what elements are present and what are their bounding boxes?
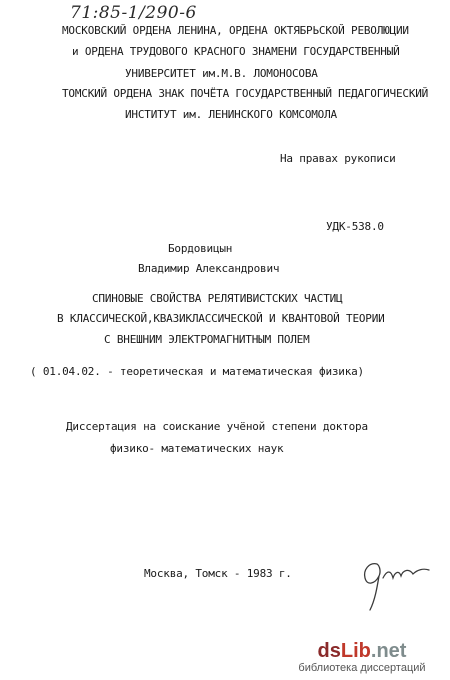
header-line-5: ИНСТИТУТ им. ЛЕНИНСКОГО КОМСОМОЛА <box>125 108 337 121</box>
header-line-3: УНИВЕРСИТЕТ им.М.В. ЛОМОНОСОВА <box>125 67 318 80</box>
author-name: Владимир Александрович <box>138 262 280 275</box>
specialty: ( 01.04.02. - теоретическая и математическая физика) <box>30 365 364 378</box>
header-line-4: ТОМСКИЙ ОРДЕНА ЗНАК ПОЧЁТА ГОСУДАРСТВЕННЫЙ ПЕДАГОГИЧЕСКИЙ <box>62 87 429 100</box>
title-line-1: СПИНОВЫЕ СВОЙСТВА РЕЛЯТИВИСТСКИХ ЧАСТИЦ <box>92 292 343 305</box>
header-line-2: и ОРДЕНА ТРУДОВОГО КРАСНОГО ЗНАМЕНИ ГОСУДАРСТВЕННЫЙ <box>72 45 400 58</box>
udc-code: УДК-538.0 <box>326 220 384 233</box>
dslib-logo-lib: Lib <box>340 640 371 662</box>
dslib-logo <box>282 640 442 662</box>
degree-line-1: Диссертация на соискание учёной степени доктора <box>66 420 368 433</box>
dslib-watermark <box>282 640 442 674</box>
author-surname: Бордовицын <box>168 242 233 255</box>
dslib-logo-ds: ds <box>317 640 341 662</box>
degree-line-2: физико- математических наук <box>110 442 284 455</box>
archive-code-handwritten: 71:85-1/290-6 <box>70 3 197 23</box>
title-line-2: В КЛАССИЧЕСКОЙ,КВАЗИКЛАССИЧЕСКОЙ И КВАНТОВОЙ ТЕОРИИ <box>57 312 385 325</box>
manuscript-rights: На правах рукописи <box>280 152 396 165</box>
dslib-subtitle: библиотека диссертаций <box>298 662 426 674</box>
handwritten-signature <box>355 548 435 618</box>
header-line-1: МОСКОВСКИЙ ОРДЕНА ЛЕНИНА, ОРДЕНА ОКТЯБРЬСКОЙ РЕВОЛЮЦИИ <box>62 24 409 37</box>
dslib-logo-net: .net <box>370 640 407 662</box>
title-line-3: С ВНЕШНИМ ЭЛЕКТРОМАГНИТНЫМ ПОЛЕМ <box>104 333 310 346</box>
place-year: Москва, Томск - 1983 г. <box>144 567 292 580</box>
